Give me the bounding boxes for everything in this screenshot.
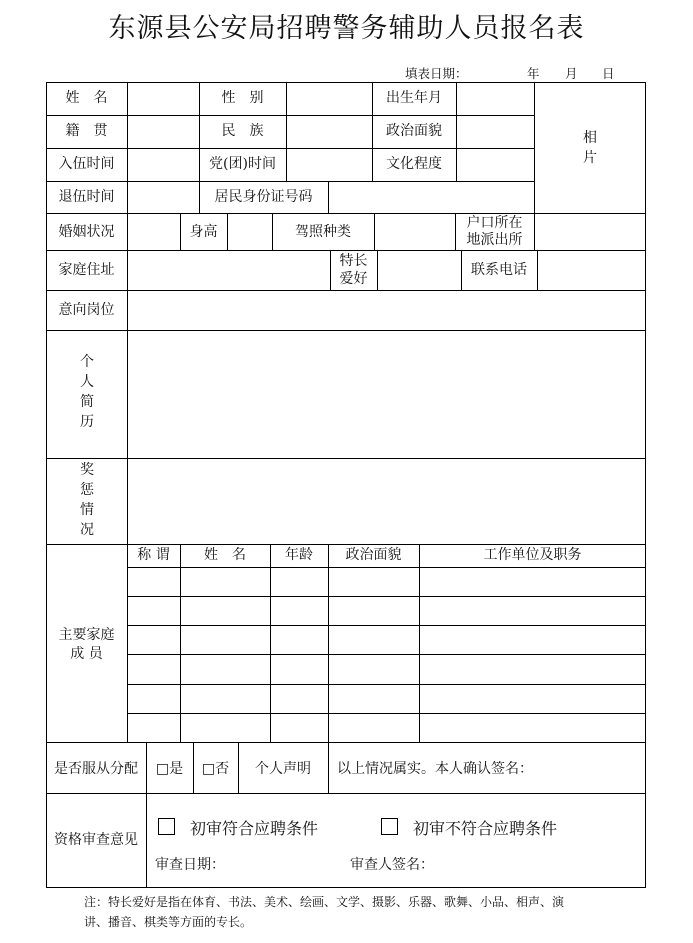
rewards-char: 情 xyxy=(80,502,94,518)
label-specialty-1: 特长 xyxy=(339,253,368,269)
family-header-political: 政治面貌 xyxy=(345,547,402,563)
label-allocation: 是否服从分配 xyxy=(54,761,138,777)
grid-line xyxy=(127,544,128,742)
review-pass-checkbox[interactable] xyxy=(158,818,175,835)
footnote-line-2: 讲、播音、棋类等方面的专长。 xyxy=(84,915,253,929)
grid-line xyxy=(377,250,378,290)
label-education: 文化程度 xyxy=(386,156,442,172)
photo-label-2: 片 xyxy=(583,150,597,166)
grid-line xyxy=(46,793,646,794)
grid-line xyxy=(328,742,329,793)
fill-date-day: 日 xyxy=(602,66,615,81)
resume-char: 人 xyxy=(80,374,94,390)
fill-date-year: 年 xyxy=(527,66,540,81)
grid-line xyxy=(46,181,534,182)
footnote xyxy=(84,892,624,932)
grid-line xyxy=(328,544,329,742)
family-header-work: 工作单位及职务 xyxy=(483,547,582,563)
label-birth: 出生年月 xyxy=(386,90,442,106)
rewards-char: 惩 xyxy=(80,482,94,498)
label-police-station-1: 户口所在 xyxy=(466,215,523,231)
grid-line xyxy=(537,250,538,290)
grid-line xyxy=(46,115,534,116)
label-ethnicity: 民 族 xyxy=(221,123,264,139)
label-rewards xyxy=(77,460,97,540)
fill-date-label: 填表日期： xyxy=(405,66,468,81)
reviewer-signature-label: 审查人签名： xyxy=(350,857,434,873)
label-specialty-2: 爱好 xyxy=(339,271,368,287)
review-date-label: 审查日期： xyxy=(155,857,225,873)
review-fail-checkbox[interactable] xyxy=(381,818,398,835)
fill-date-month: 月 xyxy=(565,66,578,81)
label-police-station-2: 地派出所 xyxy=(466,232,523,248)
label-family-1: 主要家庭 xyxy=(58,627,115,643)
review-pass-label: 初审符合应聘条件 xyxy=(190,819,319,838)
resume-char: 个 xyxy=(80,354,94,370)
grid-line xyxy=(127,684,646,685)
grid-line xyxy=(46,544,646,545)
label-personal-statement: 个人声明 xyxy=(255,761,311,777)
grid-line xyxy=(46,250,646,251)
grid-line xyxy=(180,544,181,742)
grid-line xyxy=(46,742,646,743)
review-fail-label: 初审不符合应聘条件 xyxy=(413,819,558,838)
allocation-yes-checkbox[interactable]: □是 xyxy=(155,761,184,777)
label-name: 姓 名 xyxy=(65,90,108,106)
grid-line xyxy=(270,544,271,742)
label-phone: 联系电话 xyxy=(471,262,527,278)
label-family-2: 成 员 xyxy=(70,646,103,662)
grid-line xyxy=(127,596,646,597)
grid-line xyxy=(127,250,128,544)
label-native-place: 籍 贯 xyxy=(65,123,108,139)
grid-line xyxy=(46,148,534,149)
label-id-number: 居民身份证号码 xyxy=(214,189,313,205)
rewards-char: 奖 xyxy=(80,462,94,478)
label-height: 身高 xyxy=(189,224,218,240)
grid-line xyxy=(456,82,457,181)
label-review: 资格审查意见 xyxy=(54,832,138,848)
statement-text: 以上情况属实。本人确认签名： xyxy=(337,761,533,777)
resume-char: 简 xyxy=(80,394,94,410)
grid-line xyxy=(127,625,646,626)
grid-line xyxy=(46,330,646,331)
label-party-time: 党(团)时间 xyxy=(209,156,276,172)
label-address: 家庭住址 xyxy=(58,262,115,278)
label-enlist-time: 入伍时间 xyxy=(58,156,115,172)
label-license: 驾照种类 xyxy=(295,224,351,240)
photo-label-1: 相 xyxy=(583,130,597,146)
label-discharge-time: 退伍时间 xyxy=(58,189,115,205)
grid-line xyxy=(127,567,646,568)
grid-line xyxy=(419,544,420,742)
resume-char: 历 xyxy=(80,414,94,430)
grid-line xyxy=(46,458,646,459)
allocation-no-checkbox[interactable]: □否 xyxy=(201,761,230,777)
family-header-age: 年龄 xyxy=(285,547,313,563)
grid-line xyxy=(374,213,375,250)
grid-line xyxy=(127,654,646,655)
label-marital: 婚姻状况 xyxy=(58,224,115,240)
grid-line xyxy=(46,213,646,214)
grid-line xyxy=(534,82,535,213)
grid-line xyxy=(127,82,128,250)
grid-line xyxy=(227,213,228,250)
family-header-name: 姓 名 xyxy=(204,547,246,563)
grid-line xyxy=(286,82,287,181)
form-title: 东源县公安局招聘警务辅助人员报名表 xyxy=(108,13,585,44)
family-header-relation: 称 谓 xyxy=(137,547,170,563)
grid-line xyxy=(46,290,646,291)
footnote-line-1: 注：特长爱好是指在体育、书法、美术、绘画、文学、摄影、乐器、歌舞、小品、相声、演 xyxy=(84,895,565,909)
grid-line xyxy=(127,713,646,714)
grid-line xyxy=(534,213,535,250)
grid-line xyxy=(328,181,329,213)
label-political-status: 政治面貌 xyxy=(386,123,442,139)
label-gender: 性 别 xyxy=(221,90,264,106)
label-resume xyxy=(77,352,97,432)
rewards-char: 况 xyxy=(80,522,94,538)
label-intended-post: 意向岗位 xyxy=(58,302,115,318)
